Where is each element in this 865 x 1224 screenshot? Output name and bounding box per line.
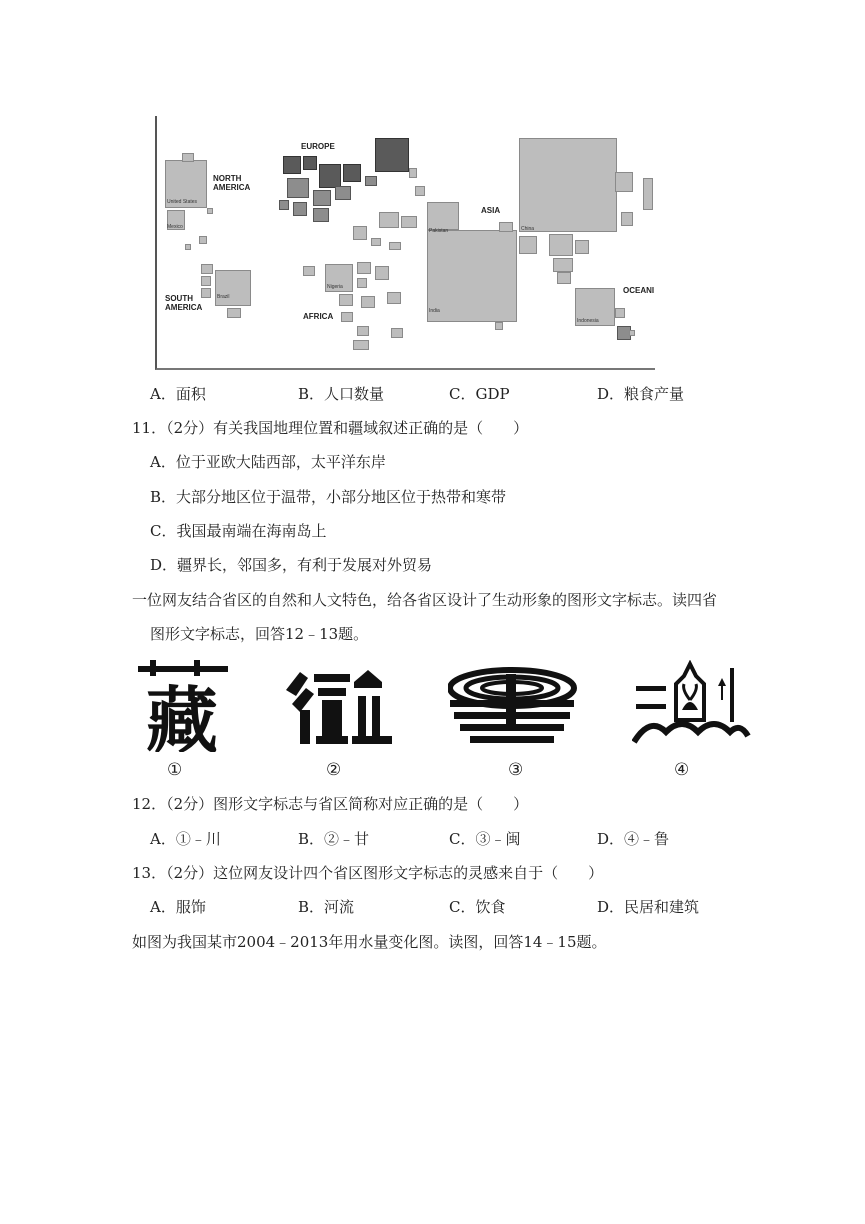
country-box [207,208,213,214]
country-box [379,212,399,228]
country-box [303,156,317,170]
country-box-brazil [215,270,251,306]
country-box [427,202,459,230]
logo-3-label: ③ [508,760,524,780]
continent-label-north-america: NORTH AMERICA [213,174,251,192]
country-box [499,222,513,232]
country-box-china [519,138,617,232]
q11-option-b: B．大部分地区位于温带，小部分地区位于热带和寒带 [150,488,507,506]
logo-1-glyph: 藏 [145,679,219,752]
country-box [519,236,537,254]
country-box [287,178,309,198]
q10-option-c: C．GDP [449,385,510,403]
logo-1-graphic [132,660,252,752]
country-box [182,153,194,162]
country-box [409,168,417,178]
q13-option-d: D．民居和建筑 [597,898,700,916]
q11-option-d: D．疆界长，邻国多，有利于发展对外贸易 [150,556,433,574]
q12-option-a: A．①﹣川 [150,830,221,848]
country-box [375,266,389,280]
country-label-nigeria: Nigeria [327,284,343,290]
country-box [227,308,241,318]
country-box [185,244,191,250]
country-box [313,208,329,222]
country-box [391,328,403,338]
logo-2-hui [278,660,398,752]
country-box [343,164,361,182]
country-box [643,178,653,210]
logo-2-graphic [278,660,398,752]
q13-option-c: C．饮食 [449,898,506,916]
continent-label-europe: EUROPE [301,142,335,151]
country-box [357,278,367,288]
country-box [629,330,635,336]
country-box [387,292,401,304]
q12-option-d: D．④﹣鲁 [597,830,670,848]
country-box [279,200,289,210]
country-box [401,216,417,228]
q10-option-a: A．面积 [150,385,206,403]
country-label-mexico: Mexico [167,224,183,230]
country-box-india [427,230,517,322]
country-box [293,202,307,216]
country-box [283,156,301,174]
country-box [303,266,315,276]
q12-option-b: B．②﹣甘 [298,830,370,848]
country-box [621,212,633,226]
logo-2-label: ② [326,760,342,780]
country-box [313,190,331,206]
q11-option-a: A．位于亚欧大陆西部，太平洋东岸 [150,453,386,471]
country-box [339,294,353,306]
country-box [319,164,341,188]
intro-12-13-line1: 一位网友结合省区的自然和人文特色，给各省区设计了生动形象的图形文字标志。读四省 [132,591,718,609]
country-box [335,186,351,200]
country-box [575,240,589,254]
country-box [201,264,213,274]
logo-4-graphic [632,660,752,752]
country-box [341,312,353,322]
logo-3-min [448,660,568,752]
country-label-indonesia: Indonesia [577,318,599,324]
intro-12-13-line2: 图形文字标志，回答12﹣13题。 [150,625,369,643]
country-label-india: India [429,308,440,314]
country-box [389,242,401,250]
country-label-china: China [521,226,535,232]
continent-label-oceania: OCEANI [623,286,655,295]
q13-stem: 13．（2分）这位网友设计四个省区图形文字标志的灵感来自于（ ） [132,864,604,882]
country-box-png [615,308,625,318]
q10-option-d: D．粮食产量 [597,385,685,403]
intro-14-15: 如图为我国某市2004﹣2013年用水量变化图。读图，回答14﹣15题。 [132,933,607,951]
country-box [365,176,377,186]
logo-4-hu [632,660,752,752]
country-box-russia [375,138,409,172]
country-box [201,276,211,286]
continent-label-asia: ASIA [481,206,501,215]
logo-3-graphic [448,660,578,752]
continent-label-south-america: SOUTH AMERICA [165,294,203,312]
country-label-pakistan: Pakistan [429,228,449,234]
q12-stem: 12．（2分）图形文字标志与省区简称对应正确的是（ ） [132,795,529,813]
cartogram-figure [155,116,655,370]
country-box [357,326,369,336]
country-box [353,340,369,350]
country-box [201,288,211,298]
country-box [549,234,573,256]
q12-option-c: C．③﹣闽 [449,830,521,848]
q11-stem: 11．（2分）有关我国地理位置和疆域叙述正确的是（ ） [132,419,529,437]
country-box-japan [615,172,633,192]
q13-option-a: A．服饰 [150,898,206,916]
q10-option-b: B．人口数量 [298,385,385,403]
country-box [361,296,375,308]
q11-option-c: C．我国最南端在海南岛上 [150,522,327,540]
logo-1-cang [132,660,252,752]
logo-4-label: ④ [674,760,690,780]
country-box [557,272,571,284]
country-box [199,236,207,244]
country-box [553,258,573,272]
continent-label-africa: AFRICA [303,312,334,321]
logo-1-label: ① [167,760,183,780]
q13-option-b: B．河流 [298,898,355,916]
country-label-us: United States [167,199,198,205]
country-box [495,322,503,330]
country-box-egypt [353,226,367,240]
country-label-brazil: Brazil [217,294,230,300]
country-box [357,262,371,274]
country-box [415,186,425,196]
country-box [371,238,381,246]
